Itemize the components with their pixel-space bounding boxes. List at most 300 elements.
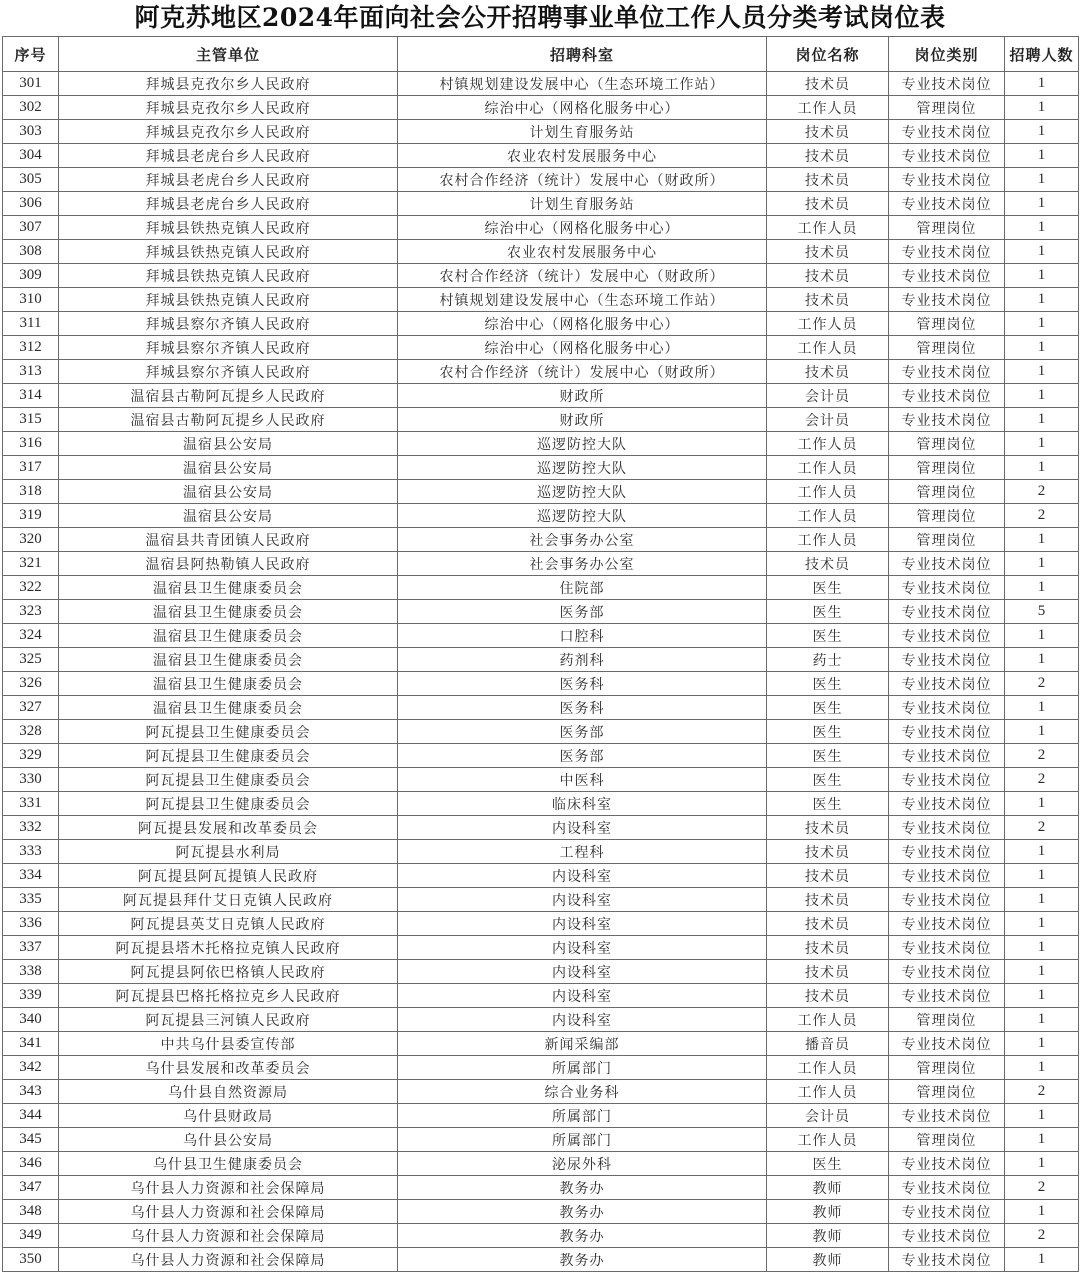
cell-index: 321 <box>3 552 59 576</box>
cell-office: 医务部 <box>398 744 767 768</box>
cell-position-type: 专业技术岗位 <box>889 888 1005 912</box>
cell-headcount: 1 <box>1005 264 1079 288</box>
table-row <box>3 144 1079 168</box>
cell-office: 社会事务办公室 <box>398 528 767 552</box>
table-row <box>3 1056 1079 1080</box>
cell-headcount: 1 <box>1005 960 1079 984</box>
cell-index: 322 <box>3 576 59 600</box>
cell-position-type: 专业技术岗位 <box>889 648 1005 672</box>
table-row <box>3 312 1079 336</box>
cell-office: 社会事务办公室 <box>398 552 767 576</box>
cell-department: 乌什县财政局 <box>59 1104 398 1128</box>
table-row <box>3 936 1079 960</box>
cell-position-type: 专业技术岗位 <box>889 1200 1005 1224</box>
cell-department: 温宿县古勒阿瓦提乡人民政府 <box>59 408 398 432</box>
cell-headcount: 1 <box>1005 72 1079 96</box>
cell-position-type: 管理岗位 <box>889 1008 1005 1032</box>
cell-headcount: 1 <box>1005 360 1079 384</box>
cell-department: 拜城县铁热克镇人民政府 <box>59 240 398 264</box>
table-row <box>3 1200 1079 1224</box>
cell-position-type: 专业技术岗位 <box>889 360 1005 384</box>
cell-department: 乌什县自然资源局 <box>59 1080 398 1104</box>
cell-position-name: 工作人员 <box>767 456 889 480</box>
cell-position-name: 会计员 <box>767 384 889 408</box>
cell-position-type: 专业技术岗位 <box>889 408 1005 432</box>
cell-office: 医务部 <box>398 600 767 624</box>
cell-index: 335 <box>3 888 59 912</box>
cell-position-name: 播音员 <box>767 1032 889 1056</box>
cell-index: 326 <box>3 672 59 696</box>
cell-index: 327 <box>3 696 59 720</box>
cell-headcount: 1 <box>1005 864 1079 888</box>
cell-headcount: 1 <box>1005 552 1079 576</box>
cell-department: 阿瓦提县卫生健康委员会 <box>59 744 398 768</box>
table-row <box>3 1104 1079 1128</box>
cell-position-name: 技术员 <box>767 912 889 936</box>
positions-table <box>2 36 1079 1272</box>
cell-index: 347 <box>3 1176 59 1200</box>
header-index: 序号 <box>3 37 59 72</box>
cell-index: 345 <box>3 1128 59 1152</box>
table-row <box>3 888 1079 912</box>
cell-position-type: 专业技术岗位 <box>889 72 1005 96</box>
cell-department: 乌什县人力资源和社会保障局 <box>59 1200 398 1224</box>
header-headcount: 招聘人数 <box>1005 37 1079 72</box>
cell-headcount: 1 <box>1005 624 1079 648</box>
cell-department: 拜城县察尔齐镇人民政府 <box>59 312 398 336</box>
cell-office: 口腔科 <box>398 624 767 648</box>
cell-headcount: 1 <box>1005 1056 1079 1080</box>
table-row <box>3 720 1079 744</box>
cell-index: 303 <box>3 120 59 144</box>
cell-office: 内设科室 <box>398 816 767 840</box>
cell-position-name: 技术员 <box>767 864 889 888</box>
cell-department: 温宿县公安局 <box>59 432 398 456</box>
header-position-name: 岗位名称 <box>767 37 889 72</box>
table-row <box>3 960 1079 984</box>
cell-position-type: 管理岗位 <box>889 96 1005 120</box>
cell-office: 农村合作经济（统计）发展中心（财政所） <box>398 168 767 192</box>
cell-department: 拜城县察尔齐镇人民政府 <box>59 336 398 360</box>
cell-position-name: 工作人员 <box>767 1128 889 1152</box>
cell-office: 所属部门 <box>398 1056 767 1080</box>
cell-position-name: 医生 <box>767 696 889 720</box>
cell-headcount: 2 <box>1005 816 1079 840</box>
cell-office: 内设科室 <box>398 912 767 936</box>
cell-department: 乌什县人力资源和社会保障局 <box>59 1224 398 1248</box>
cell-index: 317 <box>3 456 59 480</box>
cell-department: 乌什县人力资源和社会保障局 <box>59 1248 398 1272</box>
cell-department: 阿瓦提县阿瓦提镇人民政府 <box>59 864 398 888</box>
cell-office: 村镇规划建设发展中心（生态环境工作站） <box>398 288 767 312</box>
cell-department: 阿瓦提县三河镇人民政府 <box>59 1008 398 1032</box>
cell-department: 拜城县铁热克镇人民政府 <box>59 288 398 312</box>
cell-position-type: 专业技术岗位 <box>889 576 1005 600</box>
cell-department: 温宿县卫生健康委员会 <box>59 576 398 600</box>
cell-office: 内设科室 <box>398 864 767 888</box>
cell-department: 拜城县老虎台乡人民政府 <box>59 192 398 216</box>
cell-office: 医务科 <box>398 696 767 720</box>
cell-index: 310 <box>3 288 59 312</box>
cell-index: 315 <box>3 408 59 432</box>
cell-office: 财政所 <box>398 408 767 432</box>
cell-office: 药剂科 <box>398 648 767 672</box>
cell-position-type: 管理岗位 <box>889 456 1005 480</box>
cell-position-type: 专业技术岗位 <box>889 288 1005 312</box>
cell-headcount: 1 <box>1005 1032 1079 1056</box>
cell-position-name: 工作人员 <box>767 504 889 528</box>
table-row <box>3 72 1079 96</box>
table-row <box>3 1128 1079 1152</box>
cell-department: 阿瓦提县发展和改革委员会 <box>59 816 398 840</box>
cell-position-name: 工作人员 <box>767 1056 889 1080</box>
cell-position-type: 管理岗位 <box>889 504 1005 528</box>
cell-headcount: 1 <box>1005 984 1079 1008</box>
cell-headcount: 1 <box>1005 576 1079 600</box>
cell-office: 计划生育服务站 <box>398 192 767 216</box>
cell-office: 综合业务科 <box>398 1080 767 1104</box>
cell-headcount: 1 <box>1005 648 1079 672</box>
cell-headcount: 1 <box>1005 408 1079 432</box>
cell-office: 计划生育服务站 <box>398 120 767 144</box>
cell-index: 346 <box>3 1152 59 1176</box>
table-row <box>3 432 1079 456</box>
cell-headcount: 1 <box>1005 1008 1079 1032</box>
cell-position-type: 专业技术岗位 <box>889 696 1005 720</box>
table-row <box>3 1248 1079 1272</box>
cell-position-type: 专业技术岗位 <box>889 624 1005 648</box>
cell-headcount: 1 <box>1005 120 1079 144</box>
table-row <box>3 840 1079 864</box>
cell-index: 333 <box>3 840 59 864</box>
cell-position-type: 管理岗位 <box>889 216 1005 240</box>
cell-position-name: 医生 <box>767 720 889 744</box>
cell-position-name: 工作人员 <box>767 312 889 336</box>
cell-position-type: 专业技术岗位 <box>889 1032 1005 1056</box>
cell-position-name: 医生 <box>767 624 889 648</box>
cell-headcount: 1 <box>1005 936 1079 960</box>
cell-headcount: 2 <box>1005 1176 1079 1200</box>
table-row <box>3 984 1079 1008</box>
cell-position-name: 教师 <box>767 1224 889 1248</box>
cell-position-name: 技术员 <box>767 552 889 576</box>
cell-headcount: 1 <box>1005 720 1079 744</box>
cell-office: 农业农村发展服务中心 <box>398 240 767 264</box>
table-row <box>3 216 1079 240</box>
header-position-type: 岗位类别 <box>889 37 1005 72</box>
cell-headcount: 1 <box>1005 288 1079 312</box>
cell-position-name: 医生 <box>767 576 889 600</box>
table-row <box>3 384 1079 408</box>
cell-position-type: 专业技术岗位 <box>889 120 1005 144</box>
cell-position-name: 技术员 <box>767 840 889 864</box>
cell-department: 温宿县卫生健康委员会 <box>59 672 398 696</box>
cell-headcount: 1 <box>1005 792 1079 816</box>
table-row <box>3 456 1079 480</box>
cell-position-name: 教师 <box>767 1176 889 1200</box>
cell-headcount: 1 <box>1005 1128 1079 1152</box>
cell-position-type: 专业技术岗位 <box>889 600 1005 624</box>
cell-headcount: 1 <box>1005 456 1079 480</box>
cell-position-name: 工作人员 <box>767 432 889 456</box>
cell-position-name: 会计员 <box>767 408 889 432</box>
cell-position-type: 专业技术岗位 <box>889 792 1005 816</box>
cell-department: 温宿县阿热勒镇人民政府 <box>59 552 398 576</box>
cell-position-name: 技术员 <box>767 816 889 840</box>
cell-position-type: 专业技术岗位 <box>889 192 1005 216</box>
cell-department: 拜城县老虎台乡人民政府 <box>59 168 398 192</box>
cell-position-name: 技术员 <box>767 888 889 912</box>
cell-office: 巡逻防控大队 <box>398 456 767 480</box>
cell-office: 内设科室 <box>398 960 767 984</box>
cell-position-type: 专业技术岗位 <box>889 768 1005 792</box>
cell-position-name: 药士 <box>767 648 889 672</box>
cell-headcount: 1 <box>1005 912 1079 936</box>
cell-headcount: 1 <box>1005 240 1079 264</box>
cell-department: 温宿县古勒阿瓦提乡人民政府 <box>59 384 398 408</box>
cell-department: 阿瓦提县塔木托格拉克镇人民政府 <box>59 936 398 960</box>
cell-index: 308 <box>3 240 59 264</box>
cell-index: 344 <box>3 1104 59 1128</box>
cell-index: 329 <box>3 744 59 768</box>
cell-position-type: 专业技术岗位 <box>889 840 1005 864</box>
cell-department: 拜城县克孜尔乡人民政府 <box>59 96 398 120</box>
cell-office: 内设科室 <box>398 888 767 912</box>
cell-position-type: 管理岗位 <box>889 312 1005 336</box>
table-row <box>3 864 1079 888</box>
cell-position-name: 工作人员 <box>767 216 889 240</box>
cell-position-name: 教师 <box>767 1248 889 1272</box>
table-row <box>3 912 1079 936</box>
cell-office: 工程科 <box>398 840 767 864</box>
cell-office: 所属部门 <box>398 1104 767 1128</box>
cell-position-type: 专业技术岗位 <box>889 960 1005 984</box>
cell-position-name: 工作人员 <box>767 480 889 504</box>
cell-index: 307 <box>3 216 59 240</box>
cell-index: 350 <box>3 1248 59 1272</box>
cell-department: 温宿县卫生健康委员会 <box>59 648 398 672</box>
cell-position-type: 专业技术岗位 <box>889 912 1005 936</box>
cell-office: 巡逻防控大队 <box>398 432 767 456</box>
cell-position-name: 会计员 <box>767 1104 889 1128</box>
cell-office: 医务部 <box>398 720 767 744</box>
cell-department: 乌什县人力资源和社会保障局 <box>59 1176 398 1200</box>
cell-position-type: 专业技术岗位 <box>889 1176 1005 1200</box>
cell-index: 312 <box>3 336 59 360</box>
cell-department: 阿瓦提县卫生健康委员会 <box>59 792 398 816</box>
cell-headcount: 2 <box>1005 768 1079 792</box>
table-row <box>3 528 1079 552</box>
cell-position-type: 专业技术岗位 <box>889 1224 1005 1248</box>
cell-position-name: 技术员 <box>767 984 889 1008</box>
cell-headcount: 1 <box>1005 192 1079 216</box>
cell-index: 318 <box>3 480 59 504</box>
cell-office: 巡逻防控大队 <box>398 480 767 504</box>
cell-position-name: 技术员 <box>767 120 889 144</box>
page-title: 阿克苏地区2024年面向社会公开招聘事业单位工作人员分类考试岗位表 <box>134 3 946 32</box>
table-row <box>3 1032 1079 1056</box>
header-department: 主管单位 <box>59 37 398 72</box>
table-row <box>3 744 1079 768</box>
cell-position-type: 专业技术岗位 <box>889 552 1005 576</box>
cell-department: 拜城县克孜尔乡人民政府 <box>59 72 398 96</box>
cell-office: 教务办 <box>398 1176 767 1200</box>
cell-office: 医务科 <box>398 672 767 696</box>
cell-position-name: 技术员 <box>767 936 889 960</box>
cell-headcount: 2 <box>1005 672 1079 696</box>
cell-office: 教务办 <box>398 1200 767 1224</box>
table-row <box>3 240 1079 264</box>
cell-department: 乌什县公安局 <box>59 1128 398 1152</box>
table-row <box>3 624 1079 648</box>
cell-position-type: 管理岗位 <box>889 1128 1005 1152</box>
cell-office: 住院部 <box>398 576 767 600</box>
cell-headcount: 1 <box>1005 432 1079 456</box>
cell-position-type: 专业技术岗位 <box>889 384 1005 408</box>
cell-index: 319 <box>3 504 59 528</box>
header-office: 招聘科室 <box>398 37 767 72</box>
cell-position-type: 专业技术岗位 <box>889 144 1005 168</box>
cell-headcount: 1 <box>1005 696 1079 720</box>
cell-headcount: 1 <box>1005 336 1079 360</box>
cell-department: 拜城县克孜尔乡人民政府 <box>59 120 398 144</box>
cell-position-type: 管理岗位 <box>889 336 1005 360</box>
table-row <box>3 1080 1079 1104</box>
cell-department: 温宿县卫生健康委员会 <box>59 696 398 720</box>
cell-office: 综治中心（网格化服务中心） <box>398 312 767 336</box>
cell-position-type: 专业技术岗位 <box>889 168 1005 192</box>
cell-department: 阿瓦提县英艾日克镇人民政府 <box>59 912 398 936</box>
table-row <box>3 672 1079 696</box>
cell-office: 临床科室 <box>398 792 767 816</box>
cell-office: 中医科 <box>398 768 767 792</box>
cell-index: 340 <box>3 1008 59 1032</box>
cell-index: 334 <box>3 864 59 888</box>
cell-position-name: 技术员 <box>767 960 889 984</box>
cell-position-type: 管理岗位 <box>889 1056 1005 1080</box>
cell-position-name: 工作人员 <box>767 528 889 552</box>
cell-index: 301 <box>3 72 59 96</box>
table-row <box>3 480 1079 504</box>
table-row <box>3 768 1079 792</box>
cell-headcount: 1 <box>1005 144 1079 168</box>
cell-position-name: 技术员 <box>767 192 889 216</box>
table-row <box>3 648 1079 672</box>
cell-department: 温宿县公安局 <box>59 504 398 528</box>
cell-headcount: 2 <box>1005 480 1079 504</box>
cell-department: 拜城县察尔齐镇人民政府 <box>59 360 398 384</box>
cell-headcount: 1 <box>1005 1200 1079 1224</box>
cell-headcount: 1 <box>1005 888 1079 912</box>
cell-headcount: 1 <box>1005 1152 1079 1176</box>
cell-office: 村镇规划建设发展中心（生态环境工作站） <box>398 72 767 96</box>
table-row <box>3 192 1079 216</box>
cell-index: 324 <box>3 624 59 648</box>
cell-index: 325 <box>3 648 59 672</box>
cell-department: 乌什县卫生健康委员会 <box>59 1152 398 1176</box>
cell-position-type: 专业技术岗位 <box>889 672 1005 696</box>
table-row <box>3 336 1079 360</box>
cell-position-name: 技术员 <box>767 240 889 264</box>
cell-index: 323 <box>3 600 59 624</box>
cell-index: 309 <box>3 264 59 288</box>
cell-position-name: 工作人员 <box>767 1008 889 1032</box>
cell-office: 内设科室 <box>398 1008 767 1032</box>
cell-position-name: 医生 <box>767 672 889 696</box>
cell-index: 313 <box>3 360 59 384</box>
cell-index: 302 <box>3 96 59 120</box>
cell-department: 阿瓦提县拜什艾日克镇人民政府 <box>59 888 398 912</box>
cell-office: 教务办 <box>398 1224 767 1248</box>
cell-office: 财政所 <box>398 384 767 408</box>
cell-headcount: 1 <box>1005 1248 1079 1272</box>
cell-headcount: 1 <box>1005 96 1079 120</box>
cell-position-type: 专业技术岗位 <box>889 936 1005 960</box>
table-row <box>3 504 1079 528</box>
cell-position-name: 技术员 <box>767 360 889 384</box>
cell-department: 乌什县发展和改革委员会 <box>59 1056 398 1080</box>
cell-department: 拜城县老虎台乡人民政府 <box>59 144 398 168</box>
cell-position-name: 医生 <box>767 768 889 792</box>
cell-department: 阿瓦提县水利局 <box>59 840 398 864</box>
cell-headcount: 2 <box>1005 1080 1079 1104</box>
cell-index: 330 <box>3 768 59 792</box>
cell-index: 332 <box>3 816 59 840</box>
table-row <box>3 1176 1079 1200</box>
cell-position-type: 专业技术岗位 <box>889 1104 1005 1128</box>
cell-department: 阿瓦提县卫生健康委员会 <box>59 768 398 792</box>
cell-index: 341 <box>3 1032 59 1056</box>
cell-position-name: 技术员 <box>767 144 889 168</box>
cell-position-name: 技术员 <box>767 168 889 192</box>
table-row <box>3 288 1079 312</box>
table-row <box>3 168 1079 192</box>
cell-department: 中共乌什县委宣传部 <box>59 1032 398 1056</box>
cell-position-type: 管理岗位 <box>889 528 1005 552</box>
cell-position-name: 技术员 <box>767 288 889 312</box>
cell-index: 339 <box>3 984 59 1008</box>
cell-position-name: 技术员 <box>767 72 889 96</box>
table-header-row <box>3 37 1079 72</box>
cell-index: 314 <box>3 384 59 408</box>
cell-headcount: 1 <box>1005 168 1079 192</box>
table-row <box>3 1008 1079 1032</box>
table-row <box>3 816 1079 840</box>
cell-position-type: 专业技术岗位 <box>889 240 1005 264</box>
table-row <box>3 408 1079 432</box>
cell-position-name: 医生 <box>767 792 889 816</box>
table-row <box>3 1152 1079 1176</box>
cell-headcount: 1 <box>1005 312 1079 336</box>
cell-headcount: 5 <box>1005 600 1079 624</box>
cell-department: 温宿县公安局 <box>59 456 398 480</box>
table-row <box>3 576 1079 600</box>
cell-index: 338 <box>3 960 59 984</box>
cell-department: 拜城县铁热克镇人民政府 <box>59 216 398 240</box>
cell-position-type: 专业技术岗位 <box>889 744 1005 768</box>
cell-position-type: 专业技术岗位 <box>889 864 1005 888</box>
cell-office: 所属部门 <box>398 1128 767 1152</box>
cell-department: 温宿县共青团镇人民政府 <box>59 528 398 552</box>
cell-index: 343 <box>3 1080 59 1104</box>
cell-index: 320 <box>3 528 59 552</box>
cell-headcount: 2 <box>1005 744 1079 768</box>
cell-index: 306 <box>3 192 59 216</box>
table-row <box>3 120 1079 144</box>
cell-position-type: 专业技术岗位 <box>889 1152 1005 1176</box>
cell-office: 综治中心（网格化服务中心） <box>398 96 767 120</box>
table-row <box>3 360 1079 384</box>
